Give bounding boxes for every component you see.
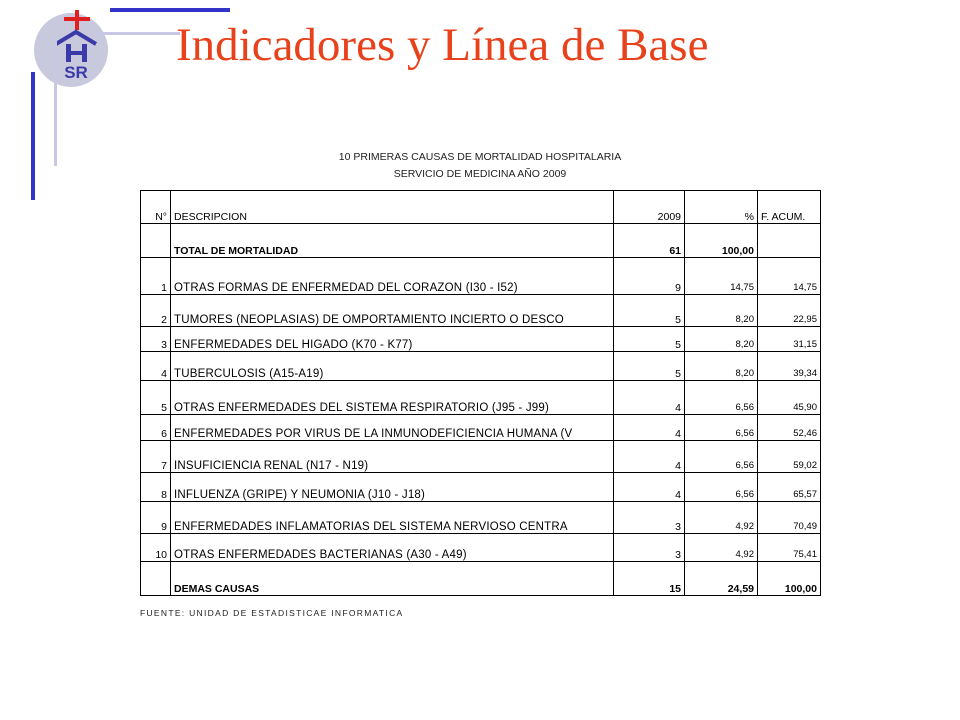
row-pct: 4,92	[685, 534, 758, 562]
row-n: 1	[141, 258, 171, 295]
row-pct: 6,56	[685, 441, 758, 473]
row-n: 2	[141, 295, 171, 327]
table-row	[141, 441, 821, 473]
row-pct: 8,20	[685, 295, 758, 327]
row-pct: 8,20	[685, 352, 758, 381]
source-note: FUENTE: UNIDAD DE ESTADISTICAE INFORMATICA	[140, 608, 404, 618]
row-n: 5	[141, 381, 171, 415]
row-facum: 22,95	[758, 295, 821, 327]
row-n: 9	[141, 502, 171, 534]
table-row	[141, 381, 821, 415]
mortality-table	[140, 190, 821, 596]
table-row	[141, 295, 821, 327]
row-value: 5	[614, 295, 685, 327]
row-facum: 31,15	[758, 327, 821, 352]
row-facum: 70,49	[758, 502, 821, 534]
table-row	[141, 327, 821, 352]
row-desc: TUBERCULOSIS (A15-A19)	[171, 352, 614, 381]
left-bar-light	[54, 38, 57, 166]
row-facum: 45,90	[758, 381, 821, 415]
table-row	[141, 352, 821, 381]
table-row	[141, 502, 821, 534]
demas-pct: 24,59	[685, 562, 758, 596]
row-desc: OTRAS FORMAS DE ENFERMEDAD DEL CORAZON (I30 - I52)	[171, 258, 614, 295]
total-pct: 100,00	[685, 224, 758, 258]
row-value: 3	[614, 534, 685, 562]
demas-label: DEMAS CAUSAS	[171, 562, 614, 596]
header-n: N°	[141, 191, 171, 224]
top-bar-light	[96, 32, 180, 35]
slide-title: Indicadores y Línea de Base	[176, 19, 709, 71]
table-caption-line2: SERVICIO DE MEDICINA AÑO 2009	[393, 168, 567, 180]
row-value: 9	[614, 258, 685, 295]
header-year: 2009	[614, 191, 685, 224]
total-n	[141, 224, 171, 258]
header-pct: %	[685, 191, 758, 224]
table-row	[141, 258, 821, 295]
row-value: 5	[614, 352, 685, 381]
row-facum: 59,02	[758, 441, 821, 473]
row-pct: 8,20	[685, 327, 758, 352]
demas-n	[141, 562, 171, 596]
row-value: 4	[614, 473, 685, 502]
total-facum	[758, 224, 821, 258]
hospital-logo	[34, 8, 124, 94]
row-desc: OTRAS ENFERMEDADES BACTERIANAS (A30 - A49)	[171, 534, 614, 562]
table-row	[141, 473, 821, 502]
row-pct: 6,56	[685, 415, 758, 441]
row-n: 6	[141, 415, 171, 441]
demas-facum: 100,00	[758, 562, 821, 596]
svg-text:SR: SR	[64, 63, 88, 82]
row-pct: 6,56	[685, 473, 758, 502]
row-facum: 65,57	[758, 473, 821, 502]
table-row	[141, 415, 821, 441]
row-facum: 75,41	[758, 534, 821, 562]
row-facum: 39,34	[758, 352, 821, 381]
row-facum: 52,46	[758, 415, 821, 441]
total-label: TOTAL DE MORTALIDAD	[171, 224, 614, 258]
row-desc: ENFERMEDADES POR VIRUS DE LA INMUNODEFICIENCIA HUMANA (V	[171, 415, 614, 441]
header-row	[141, 191, 821, 224]
row-desc: TUMORES (NEOPLASIAS) DE OMPORTAMIENTO INCIERTO O DESCO	[171, 295, 614, 327]
row-value: 3	[614, 502, 685, 534]
row-value: 4	[614, 381, 685, 415]
total-row	[141, 224, 821, 258]
row-n: 3	[141, 327, 171, 352]
row-desc: OTRAS ENFERMEDADES DEL SISTEMA RESPIRATORIO (J95 - J99)	[171, 381, 614, 415]
demas-row	[141, 562, 821, 596]
row-pct: 14,75	[685, 258, 758, 295]
row-value: 4	[614, 415, 685, 441]
row-desc: INFLUENZA (GRIPE) Y NEUMONIA (J10 - J18)	[171, 473, 614, 502]
row-n: 10	[141, 534, 171, 562]
header-facum: F. ACUM.	[758, 191, 821, 224]
row-desc: INSUFICIENCIA RENAL (N17 - N19)	[171, 441, 614, 473]
row-pct: 6,56	[685, 381, 758, 415]
row-desc: ENFERMEDADES INFLAMATORIAS DEL SISTEMA NERVIOSO CENTRA	[171, 502, 614, 534]
row-desc: ENFERMEDADES DEL HIGADO (K70 - K77)	[171, 327, 614, 352]
row-value: 4	[614, 441, 685, 473]
demas-value: 15	[614, 562, 685, 596]
total-value: 61	[614, 224, 685, 258]
row-pct: 4,92	[685, 502, 758, 534]
top-bar-dark	[110, 8, 230, 12]
row-facum: 14,75	[758, 258, 821, 295]
row-n: 8	[141, 473, 171, 502]
row-n: 7	[141, 441, 171, 473]
table-caption-line1: 10 PRIMERAS CAUSAS DE MORTALIDAD HOSPITALARIA	[338, 151, 622, 163]
table-row	[141, 534, 821, 562]
left-bar-dark	[31, 72, 35, 200]
row-value: 5	[614, 327, 685, 352]
row-n: 4	[141, 352, 171, 381]
header-descripcion: DESCRIPCION	[171, 191, 614, 224]
